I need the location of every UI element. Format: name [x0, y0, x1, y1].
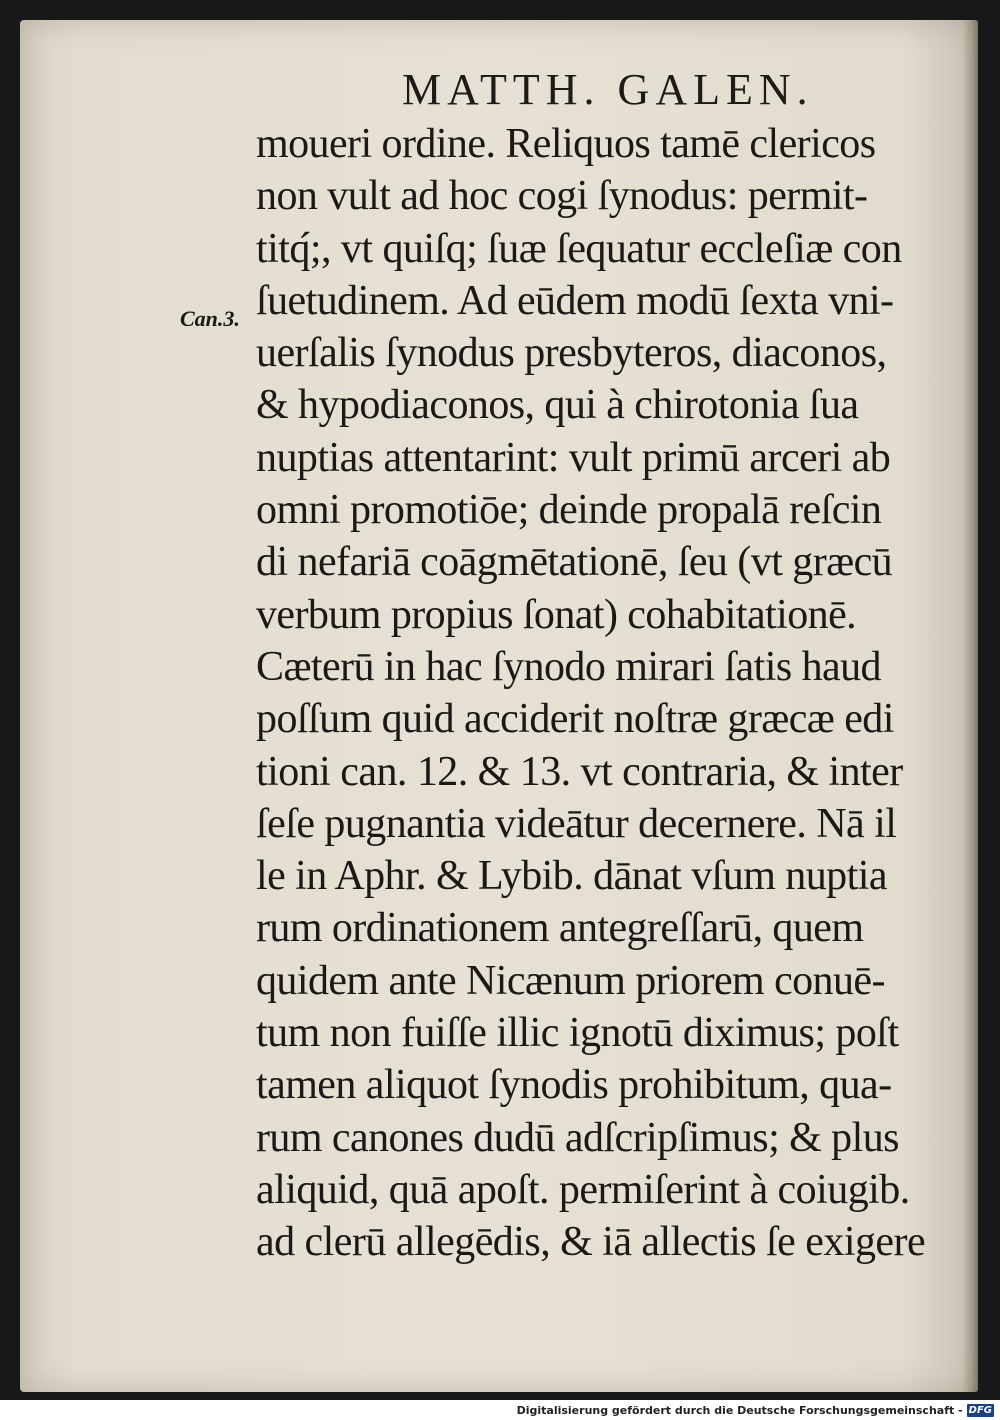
text-line: & hypodiaconos, qui à chirotonia ſua — [256, 382, 859, 429]
text-line: moueri ordine. Reliquos tamē clericos — [256, 121, 876, 167]
text-line: uerſalis ſynodus presbyteros, diaconos, — [256, 330, 887, 377]
text-line: Cæterū in hac ſynodo mirari ſatis haud — [256, 643, 882, 690]
text-line: aliquid, quā apoſt. permiſerint à coiugib. — [256, 1166, 910, 1213]
margin-note: Can.3. — [180, 306, 240, 331]
text-block — [256, 118, 962, 1269]
digitization-credit — [517, 1400, 994, 1420]
text-line: non vult ad hoc cogi ſynodus: permit- — [256, 173, 868, 220]
credit-text: Digitalisierung gefördert durch die Deutsche Forschungsgemeinschaft - — [516, 1403, 963, 1417]
text-line: rum ordinationem antegreſſarū, quem — [256, 905, 864, 952]
text-line: tum non fuiſſe illic ignotū diximus; poſt — [256, 1010, 899, 1057]
text-line: omni promotiōe; deinde propalā reſcin — [256, 487, 882, 534]
text-line: tamen aliquot ſynodis prohibitum, qua- — [256, 1062, 892, 1109]
text-line: verbum propius ſonat) cohabitationē. — [256, 591, 857, 638]
text-line: di nefariā coāgmētationē, ſeu (vt græcū — [256, 539, 893, 586]
text-line: le in Aphr. & Lybib. dānat vſum nuptia — [256, 853, 887, 900]
dfg-logo: DFG — [968, 1404, 992, 1416]
text-line: ſeſe pugnantia videātur decernere. Nā il — [256, 800, 897, 847]
text-line: titq́;, vt quiſq; ſuæ ſequatur eccleſiæ con — [256, 225, 902, 272]
text-line: quidem ante Nicænum priorem conuē- — [256, 957, 885, 1004]
text-line: ſuetudinem. Ad eūdem modū ſexta vni- — [256, 277, 894, 324]
page-edge-shadow — [962, 20, 978, 1392]
text-line: nuptias attentarint: vult primū arceri ab — [256, 434, 891, 481]
text-line: ad clerū allegēdis, & iā allectis ſe exigere — [256, 1219, 926, 1266]
text-line: poſſum quid acciderit noſtræ græcæ edi — [256, 696, 894, 743]
running-head: MATTH. GALEN. — [402, 65, 814, 114]
text-line: rum canones dudū adſcripſimus; & plus — [256, 1114, 899, 1161]
text-line: tioni can. 12. & 13. vt contraria, & inter — [256, 748, 903, 795]
